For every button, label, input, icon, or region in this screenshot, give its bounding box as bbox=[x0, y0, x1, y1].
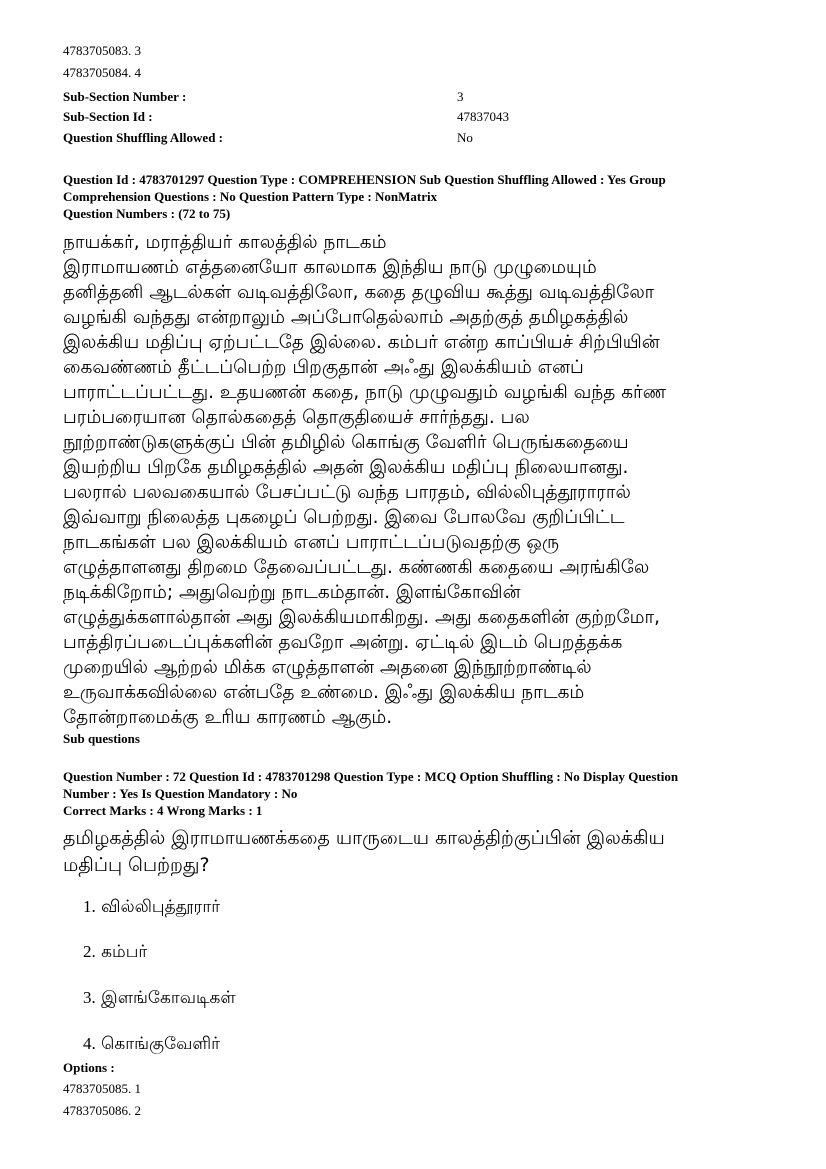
choice-text: கம்பர் bbox=[101, 942, 148, 962]
meta-line: Correct Marks : 4 Wrong Marks : 1 bbox=[63, 803, 263, 818]
passage-line: உருவாக்கவில்லை என்பதே உண்மை. இஃது இலக்கிய நாடகம் bbox=[63, 682, 585, 703]
passage-line: இலக்கிய மதிப்பு ஏற்பட்டதே இல்லை. கம்பர் என்ற காப்பியச் சிற்பியின் bbox=[63, 332, 660, 353]
option-id: 4783705085 bbox=[63, 1081, 128, 1096]
passage-line: பாராட்டப்பட்டது. உதயணன் கதை, நாடு முழுவதும் வழங்கி வந்த கர்ண bbox=[63, 382, 667, 403]
comprehension-passage bbox=[63, 230, 783, 730]
answer-choice[interactable] bbox=[83, 1033, 220, 1055]
passage-line: முறையில் ஆற்றல் மிக்க எழுத்தாளன் அதனை இந்நூற்றாண்டில் bbox=[63, 657, 592, 678]
passage-line: எழுத்துக்களால்தான் அது இலக்கியமாகிறது. அது கதைகளின் குற்றமோ, bbox=[63, 607, 661, 628]
passage-line: தோன்றாமைக்கு உரிய காரணம் ஆகும். bbox=[63, 707, 393, 728]
option-id-row: 4783705084. 4 bbox=[63, 65, 141, 80]
question-meta bbox=[63, 768, 763, 819]
shuffle-value: No bbox=[457, 130, 473, 145]
option-id: 4783705086 bbox=[63, 1103, 128, 1118]
passage-line: தனித்தனி ஆடல்கள் வடிவத்திலோ, கதை தழுவிய கூத்து வடிவத்திலோ bbox=[63, 282, 655, 303]
question-text bbox=[63, 826, 803, 880]
option-id-row: 4783705083. 3 bbox=[63, 43, 141, 58]
passage-line: இராமாயணம் எத்தனையோ காலமாக இந்திய நாடு முழுமையும் bbox=[63, 257, 597, 278]
option-id: 4783705084 bbox=[63, 65, 128, 80]
choice-text: வில்லிபுத்தூரார் bbox=[101, 897, 221, 917]
passage-line: நடிக்கிறோம்; அதுவெற்று நாடகம்தான். இளங்கோவின் bbox=[63, 582, 521, 603]
meta-line: Question Number : 72 Question Id : 4783701298 Question Type : MCQ Option Shuffling : No Display Question bbox=[63, 769, 679, 784]
option-number: 1 bbox=[134, 1081, 141, 1096]
option-id: 4783705083 bbox=[63, 43, 128, 58]
subsection-number-label: Sub-Section Number : bbox=[63, 89, 187, 104]
passage-title: நாயக்கர், மராத்தியர் காலத்தில் நாடகம் bbox=[63, 232, 387, 253]
option-id-row: 4783705085. 1 bbox=[63, 1081, 141, 1096]
choice-number: 1. bbox=[83, 897, 96, 916]
passage-line: பலரால் பலவகையால் பேசப்பட்டு வந்த பாரதம், வில்லிபுத்தூராரால் bbox=[63, 482, 631, 503]
choice-number: 2. bbox=[83, 942, 96, 961]
passage-line: பரம்பரையான தொல்கதைத் தொகுதியைச் சார்ந்தது. பல bbox=[63, 407, 530, 428]
meta-line: Comprehension Questions : No Question Pattern Type : NonMatrix bbox=[63, 189, 438, 204]
choice-number: 4. bbox=[83, 1034, 96, 1053]
sub-questions-label: Sub questions bbox=[63, 731, 140, 746]
passage-line: வழங்கி வந்தது என்றாலும் அப்போதெல்லாம் அதற்குத் தமிழகத்தில் bbox=[63, 307, 629, 328]
choice-text: இளங்கோவடிகள் bbox=[101, 988, 236, 1008]
option-number: 2 bbox=[134, 1103, 141, 1118]
subsection-id-label: Sub-Section Id : bbox=[63, 109, 153, 124]
answer-choice[interactable] bbox=[83, 896, 220, 918]
meta-line: Question Id : 4783701297 Question Type : COMPREHENSION Sub Question Shuffling Allowed : Yes Group bbox=[63, 172, 666, 187]
passage-line: பாத்திரப்படைப்புக்களின் தவறோ அன்று. ஏட்டில் இடம் பெறத்தக்க bbox=[63, 632, 623, 653]
passage-line: நூற்றாண்டுகளுக்குப் பின் தமிழில் கொங்கு வேளிர் பெருங்கதையை bbox=[63, 432, 629, 453]
answer-choice[interactable] bbox=[83, 987, 236, 1009]
passage-line: நாடகங்கள் பல இலக்கியம் எனப் பாராட்டப்படுவதற்கு ஒரு bbox=[63, 532, 560, 553]
options-label: Options : bbox=[63, 1060, 115, 1075]
comprehension-meta bbox=[63, 171, 763, 222]
passage-line: கைவண்ணம் தீட்டப்பெற்ற பிறகுதான் அஃது இலக்கியம் எனப் bbox=[63, 357, 584, 378]
choice-number: 3. bbox=[83, 988, 96, 1007]
option-number: 4 bbox=[134, 65, 141, 80]
meta-line: Number : Yes Is Question Mandatory : No bbox=[63, 786, 298, 801]
meta-line: Question Numbers : (72 to 75) bbox=[63, 206, 231, 221]
passage-line: இவ்வாறு நிலைத்த புகழைப் பெற்றது. இவை போலவே குறிப்பிட்ட bbox=[63, 507, 625, 528]
choice-text: கொங்குவேளிர் bbox=[101, 1034, 221, 1054]
subsection-number-value: 3 bbox=[457, 89, 464, 104]
shuffle-label: Question Shuffling Allowed : bbox=[63, 130, 224, 145]
option-number: 3 bbox=[134, 43, 141, 58]
passage-line: இயற்றிய பிறகே தமிழகத்தில் அதன் இலக்கிய மதிப்பு நிலையானது. bbox=[63, 457, 629, 478]
question-line: தமிழகத்தில் இராமாயணக்கதை யாருடைய காலத்திற்குப்பின் இலக்கிய bbox=[63, 827, 665, 849]
answer-choice[interactable] bbox=[83, 941, 147, 963]
question-line: மதிப்பு பெற்றது? bbox=[63, 854, 210, 876]
subsection-id-value: 47837043 bbox=[457, 109, 509, 124]
option-id-row: 4783705086. 2 bbox=[63, 1103, 141, 1118]
passage-line: எழுத்தாளனது திறமை தேவைப்பட்டது. கண்ணகி கதையை அரங்கிலே bbox=[63, 557, 650, 578]
